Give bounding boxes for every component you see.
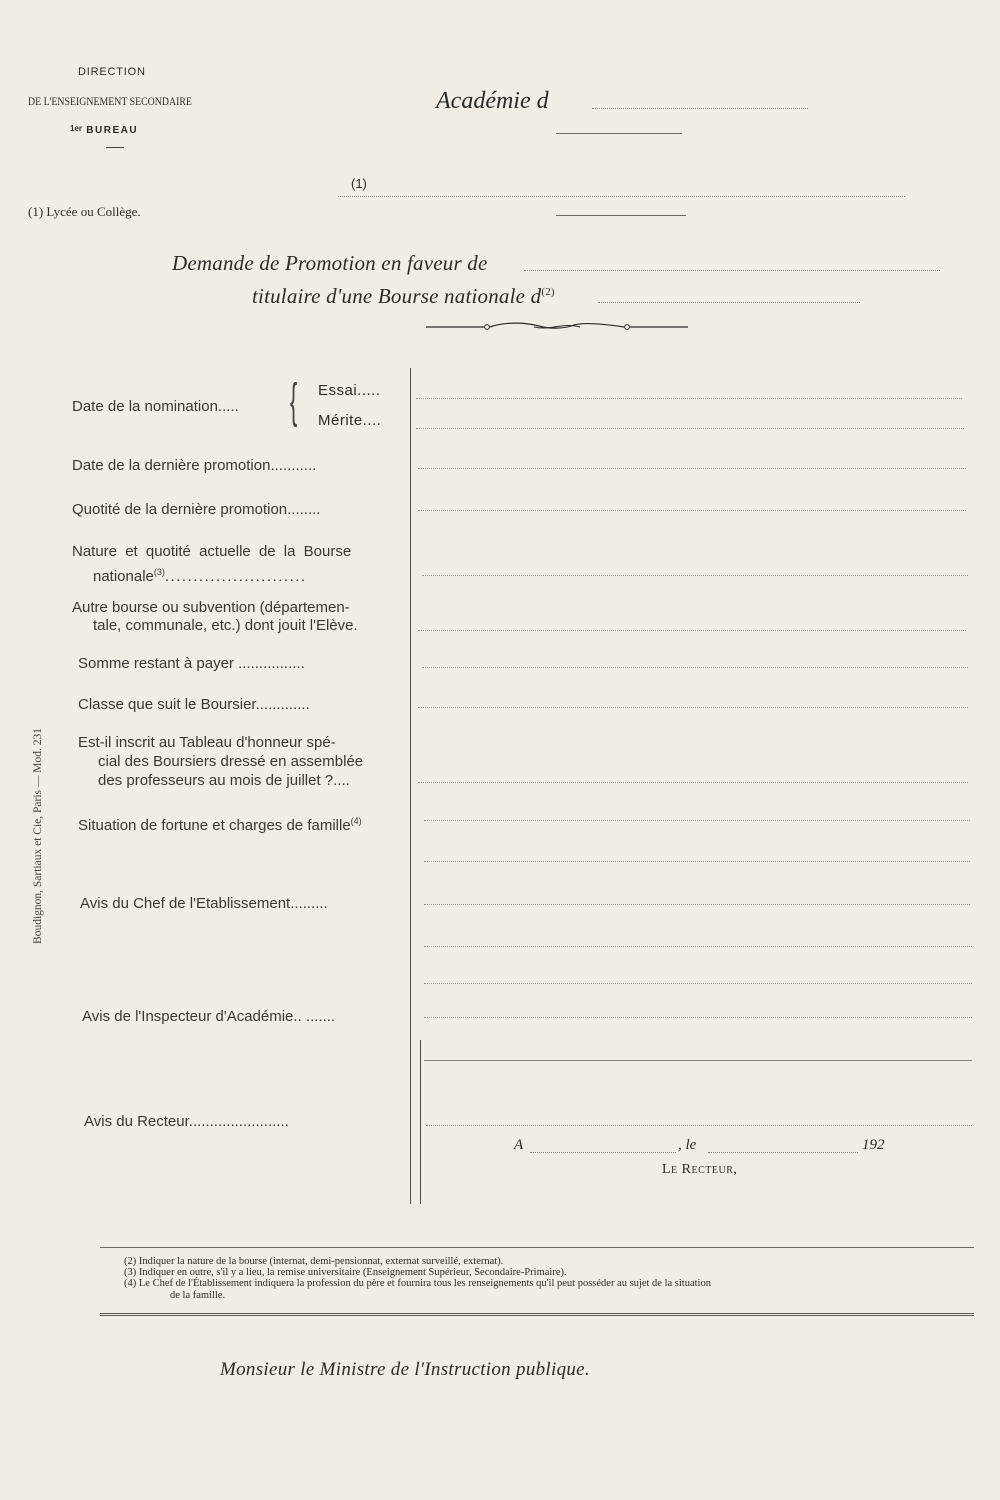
label-autre-1: Autre bourse ou subvention (départemen- (72, 599, 350, 616)
label-derniere-promotion: Date de la dernière promotion........... (72, 457, 317, 474)
line-nature (422, 575, 968, 576)
label-tableau-1: Est-il inscrit au Tableau d'honneur spé- (78, 734, 336, 751)
line-essai (416, 398, 962, 399)
label-autre-2: tale, communale, etc.) dont jouit l'Elève. (93, 617, 358, 634)
label-avis-chef: Avis du Chef de l'Etablissement......... (80, 895, 328, 912)
label-avis-recteur: Avis du Recteur........................ (84, 1113, 289, 1130)
title-line-2-text: titulaire d'une Bourse nationale d (252, 284, 542, 308)
line-autre (418, 630, 966, 631)
header-dash (106, 147, 124, 148)
footnote-3: (3) Indiquer en outre, s'il y a lieu, la remise universitaire (Enseignement Supérieur, Secondaire-Primaire). (124, 1267, 567, 1278)
title-fill-line-1 (524, 270, 940, 271)
title-fill-line-2 (598, 302, 860, 303)
academie-title: Académie d (436, 88, 549, 114)
line-situation-1 (424, 820, 970, 821)
line-somme (422, 667, 968, 668)
footnote-top-rule (100, 1247, 974, 1248)
signature-a: A (514, 1137, 524, 1153)
line-classe (418, 707, 968, 708)
etablissement-fill-line (338, 196, 905, 197)
label-nature-dots: ......................... (164, 568, 307, 585)
label-quotite: Quotité de la dernière promotion........ (72, 501, 321, 518)
title-line-2 (252, 284, 555, 309)
title-line-1: Demande de Promotion en faveur de (172, 251, 488, 275)
direction-label: DIRECTION (78, 66, 146, 78)
brace-icon: { (290, 375, 298, 428)
signature-date-line (708, 1152, 858, 1153)
line-avis-chef-1 (424, 904, 970, 905)
footnote-4-2: de la famille. (170, 1290, 226, 1301)
signature-place-line (530, 1152, 676, 1153)
signature-year: 192 (862, 1137, 885, 1153)
bureau-text: BUREAU (86, 125, 139, 136)
label-nomination: Date de la nomination..... (72, 398, 239, 415)
label-classe: Classe que suit le Boursier............. (78, 696, 310, 713)
footnote-2: (2) Indiquer la nature de la bourse (internat, demi-pensionnat, externat surveillé, externat). (124, 1256, 504, 1267)
signature-recteur: Le Recteur, (662, 1162, 738, 1177)
bureau-label (70, 124, 138, 136)
footnote-4-1: (4) Le Chef de l'Établissement indiquera la profession du père et fournira tous les renseignements qu'il peut posséder au sujet de la situation (124, 1278, 711, 1289)
footnote-bottom-rule (100, 1313, 974, 1316)
line-merite (416, 428, 964, 429)
line-avis-inspecteur (424, 1017, 972, 1018)
label-nature-2-text: nationale (93, 568, 154, 585)
label-essai: Essai..... (318, 382, 381, 399)
label-tableau-2: cial des Boursiers dressé en assemblée (98, 753, 364, 770)
line-avis-chef-2 (424, 946, 972, 947)
line-avis-chef-3 (424, 983, 972, 984)
line-avis-recteur (426, 1125, 972, 1126)
label-situation-text: Situation de fortune et charges de famille (78, 817, 351, 834)
signature-le: , le (678, 1137, 697, 1153)
label-situation (78, 812, 414, 835)
lycee-note: (1) Lycée ou Collège. (28, 204, 141, 219)
note-3: (3) (153, 567, 165, 577)
line-avis-inspecteur-2 (424, 1060, 972, 1061)
bureau-number: 1er (70, 124, 83, 133)
title-note-2: (2) (541, 286, 555, 298)
label-somme: Somme restant à payer ................ (78, 655, 305, 672)
line-situation-2 (424, 861, 970, 862)
academie-fill-line (592, 108, 808, 109)
line-quotite (418, 510, 966, 511)
note1-marker: (1) (351, 176, 367, 191)
ornament-flourish (424, 318, 690, 334)
printer-mark: Boudignon, Sartiaux et Cie, Paris — Mod. 231 (32, 728, 44, 944)
label-avis-inspecteur: Avis de l'Inspecteur d'Académie.. ....... (82, 1008, 336, 1025)
note-4: (4) (350, 816, 362, 826)
address-line: Monsieur le Ministre de l'Instruction publique. (220, 1359, 590, 1380)
enseignement-label: DE L'ENSEIGNEMENT SECONDAIRE (28, 94, 192, 108)
label-nature-2 (93, 563, 429, 586)
label-tableau-3: des professeurs au mois de juillet ?.... (98, 772, 350, 789)
etablissement-rule (556, 215, 686, 216)
line-tableau (418, 782, 968, 783)
label-nature-1: Nature et quotité actuelle de la Bourse (72, 543, 352, 560)
form-vertical-divider-2 (420, 1040, 421, 1204)
academie-rule (556, 133, 682, 134)
line-derniere-promotion (418, 468, 966, 469)
label-merite: Mérite.... (318, 412, 382, 429)
